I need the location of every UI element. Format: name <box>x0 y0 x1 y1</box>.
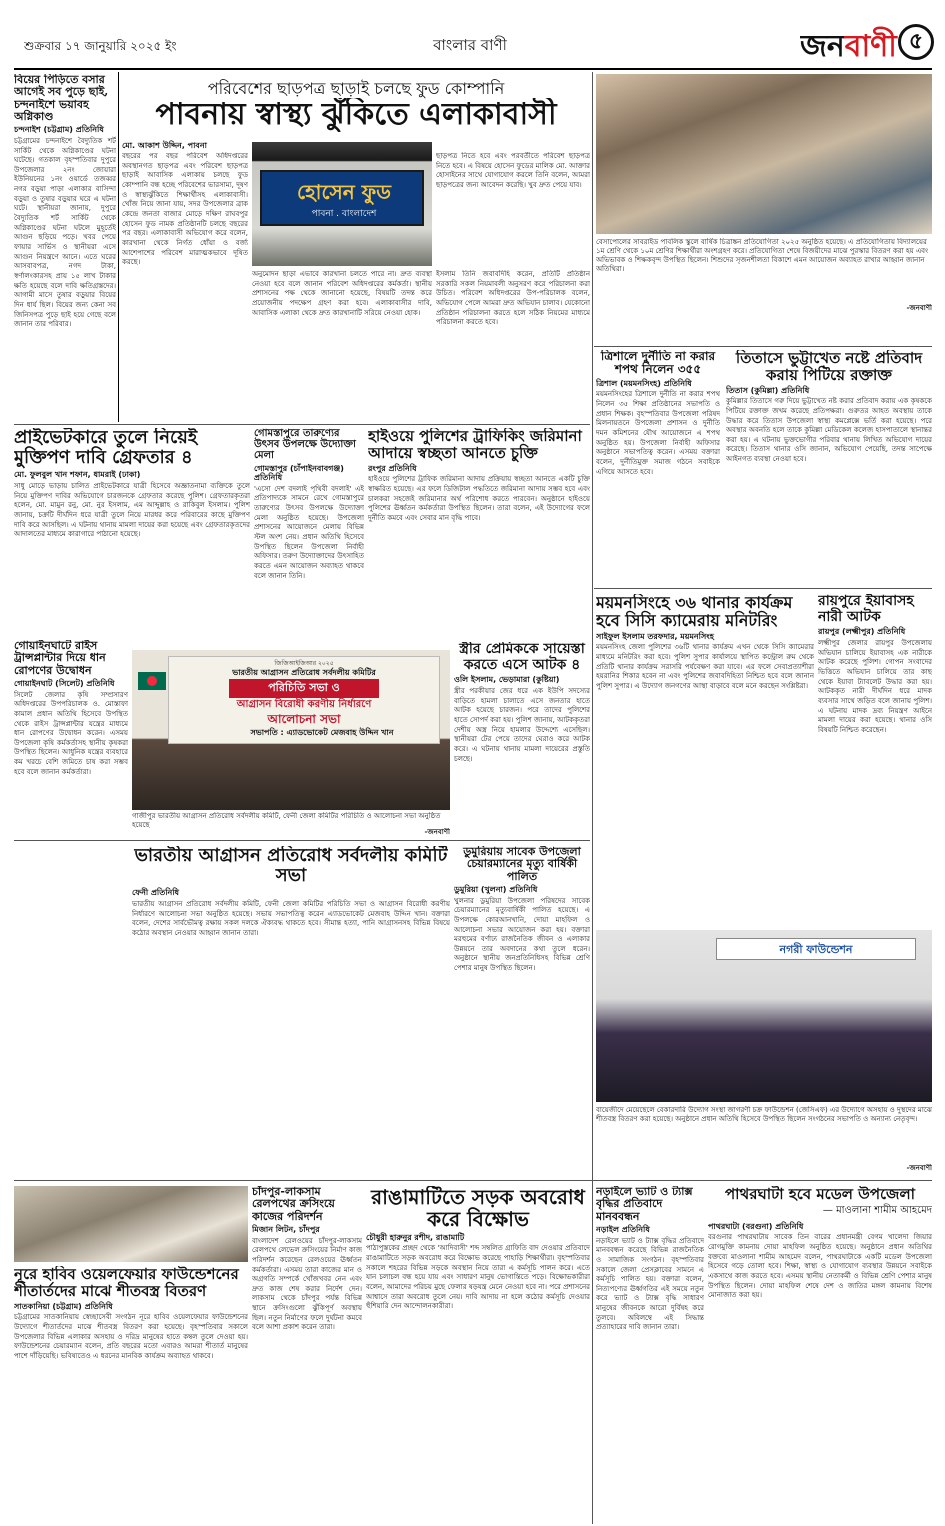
headline-gowainghat: গোয়াইনঘাটে রাইস ট্রান্সপ্লান্টার দিয়ে ধান রোপণের উদ্বোধন <box>14 640 106 677</box>
headline-dumuria: ডুমুরিয়ায় সাবেক উপজেলা চেয়ারম্যানের মৃত্যু বার্ষিকী পালিত <box>463 846 581 883</box>
lead-headline: পাবনায় স্বাস্থ্য ঝুঁকিতে এলাকাবাসী <box>155 98 557 132</box>
caption-meeting: গাজীপুর ভারতীয় আগ্রাসন প্রতিরোধ সর্বদলীয় কমিটি, ফেনী জেলা কমিটির পরিচিতি ও আলোচনা সভা অনুষ্ঠিত হয়েছে <box>132 812 441 830</box>
body-fire: চট্টগ্রামের চন্দনাইশে বৈদ্যুতিক শর্ট সার্কিট থেকে অগ্নিকাণ্ডের ঘটনা ঘটেছে। গতকাল বৃহস্পতিবার দুপুরে উপজেলার ২নং জোয়ারা ইউনিয়নের ১নং ওয়ার্ডে তজব্বর নগর বড়ুয়া পাড়া এলাকার বাসিন্দা বড়ুয়া ও তুষার বড়ুয়ার ঘরে এ ঘটনা ঘটে। স্থানীয়রা জানায়, দুপুরে বৈদ্যুতিক শর্ট সার্কিট থেকে অগ্নিকাণ্ডের ঘটনা ঘটলে মুহূর্তেই আগুন ছড়িয়ে পড়ে। খবর পেয়ে ফায়ার সার্ভিস ও স্থানীয়রা এসে আগুন নিয়ন্ত্রণে আনে। এতে ঘরের আসবাবপত্র, নগদ টাকা, স্বর্ণালংকারসহ প্রায় ১৫ লাখ টাকার ক্ষতি হয়েছে বলে দাবি ক্ষতিগ্রস্তদের। আগামী মাসে তুষার বড়ুয়ার বিয়ের দিন ধার্য ছিল। বিয়ের জন্য কেনা সব জিনিসপত্র পুড়ে ছাই হয়ে গেছে বলে জানান তার পরিবার। <box>14 136 116 329</box>
story-mymensingh <box>596 594 814 926</box>
body-highway: হাইওয়ে পুলিশের ট্রাফিক জরিমানা আদায় প্রক্রিয়ায় স্বচ্ছতা আনতে একটি চুক্তি স্বাক্ষরিত হয়েছে। এর ফলে ডিজিটাল পদ্ধতিতে জরিমানা আদায় সম্ভব হবে এবং চালকরা সহজেই জরিমানার অর্থ পরিশোধ করতে পারবেন। অনুষ্ঠানে হাইওয়ে পুলিশের ঊর্ধ্বতন কর্মকর্তারা উপস্থিত ছিলেন। তারা বলেন, এই উদ্যোগের ফলে দুর্নীতি কমবে এবং সেবার মান বৃদ্ধি পাবে। <box>368 475 590 522</box>
body-arrest-four: স্ত্রীর পরকীয়ার জের ধরে এক ইউপি সদস্যের বাড়িতে হামলা চালাতে এসে জনতার হাতে আটক হয়েছে চারজন। পরে তাদের পুলিশের হাতে সোপর্দ করা হয়। পুলিশ জানায়, আটককৃতরা দেশীয় অস্ত্র নিয়ে হামলার উদ্দেশ্যে এসেছিল। স্থানীয়রা টের পেয়ে তাদের ঘেরাও করে আটক করে। এ ঘটনায় থানায় মামলা দায়েরের প্রস্তুতি চলছে। <box>454 686 590 763</box>
masthead <box>0 0 945 70</box>
byline-raipur: রায়পুর (লক্ষ্মীপুর) প্রতিনিধি <box>818 627 906 637</box>
banner-line1: ভারতীয় আগ্রাসন প্রতিরোধ সর্বদলীয় কমিটির <box>232 668 376 677</box>
meeting-banner <box>168 656 440 744</box>
headline-highway: হাইওয়ে পুলিশের ট্রাফিকিং জরিমানা আদায়ে স্বচ্ছতা আনতে চুক্তি <box>368 428 582 462</box>
body-dumuria: খুলনার ডুমুরিয়া উপজেলা পরিষদের সাবেক চেয়ারম্যানের মৃত্যুবার্ষিকী পালিত হয়েছে। এ উপলক্ষে কোরআনখানি, দোয়া মাহফিল ও আলোচনা সভার আয়োজন করা হয়। বক্তারা মরহুমের বর্ণাঢ্য রাজনৈতিক জীবন ও এলাকার উন্নয়নে তার অবদানের কথা তুলে ধরেন। অনুষ্ঠানে স্থানীয় জনপ্রতিনিধিসহ বিভিন্ন শ্রেণি পেশার মানুষ উপস্থিত ছিলেন। <box>454 896 590 973</box>
story-gomostapur <box>254 428 364 636</box>
headline-ransom: প্রাইভেটকারে তুলে নিয়েই মুক্তিপণ দাবি গ্রেফতার ৪ <box>14 428 198 469</box>
story-blanket <box>14 1266 248 1522</box>
headline-titas: তিতাসে ভুট্টাখেত নষ্টে প্রতিবাদ করায় পিটিয়ে রক্তাক্ত <box>735 350 923 384</box>
byline-narail: নড়াইল প্রতিনিধি <box>596 1224 650 1234</box>
byline-titas: তিতাস (কুমিল্লা) প্রতিনিধি <box>726 385 810 395</box>
banner-line3: আগ্রাসন বিরোধী করণীয় নির্ধারণে <box>236 699 372 710</box>
body-chandpur: বাংলাদেশ রেলওয়ের চাঁদপুর-লাকসাম রেলপথে লেভেল ক্রসিংয়ের নির্মাণ কাজ পরিদর্শন করেছেন রেলওয়ের ঊর্ধ্বতন কর্মকর্তারা। এসময় তারা কাজের মান ও অগ্রগতি সম্পর্কে খোঁজখবর নেন এবং দ্রুত কাজ শেষ করার নির্দেশ দেন। লাকসাম থেকে চাঁদপুর পর্যন্ত বিভিন্ন স্থানে ক্রসিংগুলো ঝুঁকিপূর্ণ অবস্থায় ছিল। নতুন নির্মাণের ফলে দুর্ঘটনা কমবে বলে আশা প্রকাশ করেন তারা। <box>252 1236 362 1332</box>
lead-body-4: ইসলাম তিনি জবাবদিহি করেন, প্রতিটি প্রতিষ্ঠান সরকারি সকল নিয়মাবলী অনুসরণ করে পরিচালনা করা উচিত। পরিবেশ অধিদপ্তরের উপ-পরিচালক বলেন, অভিযোগ পেলে আমরা দ্রুত অভিযান চালাব। যেকোনো প্রতিষ্ঠান পরিচালনা করতে হলে সঠিক নিয়মের মাধ্যমে পরিচালনা করতে হবে। <box>436 270 590 327</box>
banner-flag <box>138 672 166 690</box>
photo-blanket-distribution <box>14 1186 248 1262</box>
sign-subtext: পাবনা . বাংলাদেশ <box>311 209 377 219</box>
foundation-banner: নগরী ফাউন্ডেশন <box>716 938 916 960</box>
logo-part-b: বাণী <box>844 29 897 64</box>
subheadline-patharghata: — মাওলানা শামীম আহমেদ <box>822 1204 932 1216</box>
logo-part-a: জন <box>800 29 845 64</box>
headline-chandpur: চাঁদপুর-লাকসাম রেলপথের ক্রসিংয়ে কাজের পরিদর্শন <box>252 1186 335 1223</box>
byline-highway: রংপুর প্রতিনিধি <box>368 463 417 473</box>
lead-kicker: পরিবেশের ছাড়পত্র ছাড়াই চলছে ফুড কোম্পানি <box>207 79 505 98</box>
section-title: বাংলার বাণী <box>433 36 507 54</box>
byline-fire: চন্দনাইশ (চট্টগ্রাম) প্রতিনিধি <box>14 125 104 135</box>
headline-blanket: নূরে হাবিব ওয়েলফেয়ার ফাউন্ডেশনের শীতার্তদের মাঝে শীতবস্ত্র বিতরণ <box>14 1266 239 1300</box>
byline-mymensingh: সাইফুল ইসলাম তরফদার, ময়মনসিংহ <box>596 631 714 641</box>
body-mymensingh: ময়মনসিংহ জেলা পুলিশের ৩৬টি থানার কার্যক্রম এখন থেকে সিসি ক্যামেরার মাধ্যমে মনিটরিং করা হবে। পুলিশ সুপার কার্যালয়ে স্থাপিত কন্ট্রোল রুম থেকে প্রতিটি থানার কার্যক্রম সরাসরি পর্যবেক্ষণ করা যাবে। এর ফলে সেবাপ্রত্যাশীরা হয়রানির শিকার হবেন না এবং পুলিশের জবাবদিহিতা নিশ্চিত হবে বলে জানান পুলিশ সুপার। এ উদ্যোগ জনগণের আস্থা বাড়াবে বলে মনে করছেন সংশ্লিষ্টরা। <box>596 643 814 691</box>
story-chandpur <box>252 1186 362 1522</box>
byline-trishal: ত্রিশাল (ময়মনসিংহ) প্রতিনিধি <box>596 378 692 388</box>
byline-dumuria: ডুমুরিয়া (খুলনা) প্রতিনিধি <box>454 884 538 894</box>
banner-line5: সভাপতি : এ্যাডভোকেট মেজবাহ উদ্দিন খান <box>250 728 394 737</box>
lead-body-1: বছরের পর বছর পরিবেশ অধিদপ্তরের অবস্থানগত ছাড়পত্র এবং পরিবেশ ছাড়পত্র ছাড়াই আবাসিক এলাকায় চলছে ফুড কোম্পানি বন্ধ হচ্ছে পরিবেশের ভারসাম্য, দূষণ ও স্বাস্থ্যঝুঁকিতে শিক্ষার্থীসহ এলাকাবাসী। খোঁজ নিয়ে জানা যায়, সদর উপজেলার ব্রাক কেন্দ্রে জনতা বাজার মোড়ে দক্ষিণ রাঘবপুর হোসেন ফুড নামক প্রতিষ্ঠানটি চলছে বছরের পর বছর। এলাকাবাসী অভিযোগ করে বলেন, কারখানা থেকে নির্গত ধোঁয়া ও বর্জ্য আশেপাশের পরিবেশ মারাত্মকভাবে দূষিত করছে। <box>122 152 248 267</box>
story-highway <box>368 428 590 636</box>
byline-patharghata: পাথরঘাটা (বরগুনা) প্রতিনিধি <box>708 1221 804 1231</box>
caption-art-competition: বেসাপোলের সাবরাইড পাবলিক স্কুলে বার্ষিক চিত্রাঙ্কন প্রতিযোগিতা ২০২৫ অনুষ্ঠিত হয়েছে। এ প্রতিযোগিতায় বিদ্যালয়ের ১ম শ্রেণি থেকে ১০ম শ্রেণির শিক্ষার্থীরা অংশগ্রহণ করে। প্রতিযোগিতা শেষে বিজয়ীদের মাঝে পুরস্কার বিতরণ করা হয় এবং অভিভাবক ও শিক্ষকবৃন্দ উপস্থিত ছিলেন। শিশুদের সৃজনশীলতা বিকাশে এমন আয়োজন অব্যাহত রাখার আহ্বান জানান অতিথিরা। <box>596 238 929 274</box>
byline-arrest-four: ওলি ইসলাম, ভেড়ামারা (কুষ্টিয়া) <box>454 675 560 685</box>
photo-meeting-banner <box>132 650 450 810</box>
issue-date: শুক্রবার ১৭ জানুয়ারি ২০২৫ ইং <box>24 39 177 53</box>
byline-blanket: সাতকানিয়া (চট্টগ্রাম) প্রতিনিধি <box>14 1301 113 1311</box>
byline-rangamati: চৌধুরী হারুনুর রশীদ, রাঙামাটি <box>366 1232 465 1242</box>
headline-trishal: ত্রিশালে দুর্নীতি না করার শপথ নিলেন ৩৫৫ <box>600 350 716 377</box>
credit-art: -জনবাণী <box>906 304 932 312</box>
story-dumuria <box>454 846 590 1176</box>
story-raipur <box>818 594 932 926</box>
lead-byline: মো. আকাশ উদ্দিন, পাবনা <box>122 141 207 150</box>
body-ransom: সাধু মোড়ে ভাড়ায় চালিত প্রাইভেটকারে যাত্রী হিসেবে অজ্ঞাতনামা ব্যক্তিকে তুলে নিয়ে মুক্তিপণ দাবির অভিযোগে চারজনকে গ্রেফতার করেছে পুলিশ। গ্রেফতারকৃতরা হলেন, মো. মামুন রনু, মো. নুর ইসলাম, এম আব্দুল্লাহ ও রাকিবুল ইসলাম। পুলিশ জানায়, চক্রটি দীর্ঘদিন ধরে যাত্রী তুলে নিয়ে মারধর করে পরিবারের কাছে মুক্তিপণ দাবি করে আসছিল। এ ঘটনায় থানায় মামলা দায়ের করা হয়েছে এবং গ্রেফতারকৃতদের আদালতের মাধ্যমে কারাগারে পাঠানো হয়েছে। <box>14 481 250 539</box>
sign-text: হোসেন ফুড <box>297 180 391 204</box>
body-raipur: লক্ষ্মীপুর জেলার রায়পুর উপজেলায় অভিযান চালিয়ে ইয়াবাসহ এক নারীকে আটক করেছে পুলিশ। গোপন সংবাদের ভিত্তিতে অভিযান চালিয়ে তার কাছ থেকে ইয়াবা ট্যাবলেট উদ্ধার করা হয়। আটককৃত নারী দীর্ঘদিন ধরে মাদক ব্যবসার সাথে জড়িত বলে জানায় পুলিশ। এ ঘটনায় মাদক দ্রব্য নিয়ন্ত্রণ আইনে মামলা দায়ের করা হয়েছে। থানার ওসি বিষয়টি নিশ্চিত করেছেন। <box>818 638 932 734</box>
credit-foundation: -জনবাণী <box>906 1164 932 1172</box>
headline-arrest-four: স্ত্রীর প্রেমিককে সায়েস্তা করতে এসে আটক ৪ <box>459 642 585 673</box>
body-trishal: ময়মনসিংহের ত্রিশালে দুর্নীতি না করার শপথ নিলেন ৩৫ শিক্ষা প্রতিষ্ঠানের সভাপতি ও প্রধান শিক্ষক। বৃহস্পতিবার উপজেলা পরিষদ মিলনায়তনে উপজেলা প্রশাসন ও দুর্নীতি দমন কমিশনের যৌথ আয়োজনে এ শপথ অনুষ্ঠিত হয়। উপজেলা নির্বাহী অফিসার অনুষ্ঠানে সভাপতিত্ব করেন। এসময় বক্তারা বলেন, দুর্নীতিমুক্ত সমাজ গঠনে সবাইকে এগিয়ে আসতে হবে। <box>596 390 720 476</box>
lead-body-3: অনুমোদন ছাড়া এভাবে কারখানা চলতে পারে না। দ্রুত ব্যবস্থা নেওয়া হবে বলে জানান পরিবেশ অধিদপ্তরের কর্মকর্তা। স্থানীয় প্রশাসনের পক্ষ থেকে জানানো হয়েছে, বিষয়টি তদন্ত করে প্রয়োজনীয় পদক্ষেপ গ্রহণ করা হবে। এলাকাবাসীর দাবি, আবাসিক এলাকা থেকে দ্রুত কারখানাটি সরিয়ে নেওয়া হোক। <box>252 270 432 317</box>
masthead-rule <box>14 68 932 70</box>
banner-top: জিজিআইজিআর ২০২৫ <box>274 660 334 667</box>
byline-gowainghat: গোয়াইনঘাট (সিলেট) প্রতিনিধি <box>14 678 115 688</box>
headline-committee: ভারতীয় আগ্রাসন প্রতিরোধ সর্বদলীয় কমিটি সভা <box>134 846 448 887</box>
story-narail <box>596 1186 704 1522</box>
story-gowainghat <box>14 640 128 838</box>
body-blanket: চট্টগ্রামের সাতকানিয়ায় স্বেচ্ছাসেবী সংগঠন নূরে হাবিব ওয়েলফেয়ার ফাউন্ডেশনের উদ্যোগে শীতার্তদের মাঝে শীতবস্ত্র বিতরণ করা হয়েছে। বৃহস্পতিবার সকালে উপজেলার বিভিন্ন এলাকার অসহায় ও দরিদ্র মানুষের হাতে কম্বল তুলে দেওয়া হয়। ফাউন্ডেশনের চেয়ারম্যান বলেন, প্রতি বছরের মতো এবারও আমরা শীতার্ত মানুষের পাশে দাঁড়িয়েছি। ভবিষ্যতেও এ ধরনের মানবিক কার্যক্রম অব্যাহত থাকবে। <box>14 1313 248 1360</box>
headline-rangamati: রাঙামাটিতে সড়ক অবরোধ করে বিক্ষোভ <box>371 1186 585 1232</box>
story-titas <box>726 350 932 586</box>
headline-gomostapur: গোমস্তাপুরে তারুণ্যের উৎসব উপলক্ষে উদ্যোক্তা মেলা <box>254 428 356 462</box>
body-gowainghat: সিলেট জেলার কৃষি সম্প্রসারণ অধিদপ্তরের উপপরিচালক ও. মোস্তাফা কামাল প্রধান অতিথি হিসেবে উপস্থিত থেকে রাইস ট্রান্সপ্লান্টার যন্ত্রের মাধ্যমে ধান রোপণের উদ্বোধন করেন। এসময় উপজেলা কৃষি কর্মকর্তাসহ স্থানীয় কৃষকরা উপস্থিত ছিলেন। আধুনিক যন্ত্রের ব্যবহারে কম খরচে বেশি জমিতে চাষ করা সম্ভব হবে বলে জানান কর্মকর্তারা। <box>14 690 128 776</box>
banner-line2: পরিচিতি সভা ও <box>229 679 379 698</box>
headline-mymensingh: ময়মনসিংহে ৩৬ থানার কার্যক্রম হবে সিসি ক্যামেরায় মনিটরিং <box>596 594 793 630</box>
body-committee: ভারতীয় আগ্রাসন প্রতিরোধ সর্বদলীয় কমিটি, ফেনী জেলা কমিটির পরিচিতি সভা ও আগ্রাসন বিরোধী করণীয় নির্ধারণে আলোচনা সভা অনুষ্ঠিত হয়েছে। সভায় সভাপতিত্ব করেন এ্যাডভোকেট মেজবাহ উদ্দিন খান। বক্তারা বলেন, দেশের সার্বভৌমত্ব রক্ষায় সকল দলকে ঐক্যবদ্ধ থাকতে হবে। সীমান্ত হত্যা, পানি আগ্রাসনসহ বিভিন্ন বিষয়ে কঠোর অবস্থান নেওয়ার আহ্বান জানান তারা। <box>132 899 450 937</box>
shop-sign <box>260 170 424 226</box>
banner-line4: আলোচনা সভা <box>267 712 341 726</box>
body-gomostapur: 'এসো দেশ বদলাই পৃথিবী বদলাই' এই প্রতিপাদ্যকে সামনে রেখে গোমস্তাপুরে তারুণ্যের উৎসব উপলক্ষে উদ্যোক্তা মেলা অনুষ্ঠিত হয়েছে। উপজেলা প্রশাসনের আয়োজনে মেলায় বিভিন্ন স্টল অংশ নেয়। প্রধান অতিথি হিসেবে উপস্থিত ছিলেন উপজেলা নির্বাহী অফিসার। তরুণ উদ্যোক্তাদের উৎসাহিত করতে এমন আয়োজন অব্যাহত থাকবে বলে জানান তিনি। <box>254 484 364 580</box>
page-number <box>898 24 934 60</box>
caption-foundation: বায়েজীদে মেয়েছেলে বেকারদারি উদ্যোগ সংস্থা জাগরণী চক্র ফাউন্ডেশন (জেসিএফ) এর উদ্যোগে অসহায় ও দুস্থদের মাঝে শীতবস্ত্র বিতরণ করা হয়েছে। অনুষ্ঠানে প্রধান অতিথি হিসেবে উপস্থিত ছিলেন সংগঠনের সভাপতি ও অন্যান্য নেতৃবৃন্দ। <box>596 1106 932 1124</box>
byline-ransom: মো. ফুলবুল খান শফান, ধামরাই (ঢাকা) <box>14 470 141 480</box>
story-fire <box>14 74 116 422</box>
body-narail: নড়াইলে ভ্যাট ও ট্যাক্স বৃদ্ধির প্রতিবাদে মানববন্ধন করেছে বিভিন্ন রাজনৈতিক ও সামাজিক সংগঠন। বৃহস্পতিবার সকালে জেলা প্রেসক্লাবের সামনে এ কর্মসূচি পালিত হয়। বক্তারা বলেন, নিত্যপণ্যের ঊর্ধ্বগতির এই সময়ে নতুন করে ভ্যাট ও ট্যাক্স বৃদ্ধি সাধারণ মানুষের জীবনকে আরো দুর্বিষহ করে তুলবে। অবিলম্বে এই সিদ্ধান্ত প্রত্যাহারের দাবি জানান তারা। <box>596 1236 704 1332</box>
body-titas: কুমিল্লার তিতাসে গরু দিয়ে ভুট্টাখেত নষ্ট করার প্রতিবাদ করায় এক কৃষককে পিটিয়ে রক্তাক্ত জখম করেছে প্রতিপক্ষরা। গুরুতর আহত অবস্থায় তাকে উদ্ধার করে তিতাস উপজেলা স্বাস্থ্য কমপ্লেক্সে ভর্তি করা হয়েছে। পরে অবস্থার অবনতি হলে তাকে কুমিল্লা মেডিকেল কলেজ হাসপাতালে স্থানান্তর করা হয়। এ ঘটনায় ভুক্তভোগীর পরিবার থানায় লিখিত অভিযোগ দায়ের করেছে। তিতাস থানার ওসি জানান, অভিযোগ পেয়েছি, তদন্ত সাপেক্ষে আইনগত ব্যবস্থা নেওয়া হবে। <box>726 397 932 464</box>
headline-narail: নড়াইলে ভ্যাট ও ট্যাক্স বৃদ্ধির প্রতিবাদে মানববন্ধন <box>596 1186 693 1223</box>
headline-fire: বিয়ের পিঁড়িতে বসার আগেই সব পুড়ে ছাই, চন্দনাইশে ভয়াবহ অগ্নিকাণ্ড <box>14 74 109 123</box>
body-patharghata: বরগুনার পাথরঘাটায় সাবেক তিন বারের প্রধানমন্ত্রী বেগম খালেদা জিয়ার রোগমুক্তি কামনায় দোয়া মাহফিল অনুষ্ঠিত হয়েছে। অনুষ্ঠানে প্রধান অতিথির বক্তব্যে মাওলানা শামীম আহমেদ বলেন, পাথরঘাটাকে একটি মডেল উপজেলা হিসেবে গড়ে তোলা হবে। শিক্ষা, স্বাস্থ্য ও যোগাযোগ ব্যবস্থার উন্নয়নে সবাইকে একসাথে কাজ করতে হবে। এসময় স্থানীয় নেতাকর্মী ও বিভিন্ন শ্রেণি পেশার মানুষ উপস্থিত ছিলেন। দোয়া মাহফিল শেষে দেশ ও জাতির মঙ্গল কামনায় বিশেষ মোনাজাত করা হয়। <box>708 1233 932 1300</box>
story-patharghata <box>708 1186 932 1522</box>
page-number-text: ৫ <box>908 29 924 54</box>
body-rangamati: পাঠ্যপুস্তকের প্রচ্ছদ থেকে 'আদিবাসী' শব্দ সম্বলিত গ্রাফিতি বাদ দেওয়ার প্রতিবাদে রাঙামাটিতে সড়ক অবরোধ করে বিক্ষোভ করেছে পাহাড়ি শিক্ষার্থীরা। বৃহস্পতিবার সকালে শহরের বিভিন্ন সড়কে অবস্থান নিয়ে তারা এ কর্মসূচি পালন করে। এতে যান চলাচল বন্ধ হয়ে যায় এবং সাধারণ মানুষ ভোগান্তিতে পড়ে। বিক্ষোভকারীরা বলেন, আমাদের পরিচয় মুছে ফেলার ষড়যন্ত্র মেনে নেওয়া হবে না। পরে প্রশাসনের আশ্বাসে তারা অবরোধ তুলে নেয়। দাবি আদায় না হলে কঠোর কর্মসূচি দেওয়ার হুঁশিয়ারি দেন আন্দোলনকারীরা। <box>366 1244 590 1311</box>
headline-raipur: রায়পুরে ইয়াবাসহ নারী আটক <box>818 594 914 625</box>
photo-foundation <box>596 930 932 1102</box>
byline-gomostapur: গোমস্তাপুর (চাঁপাইনবাবগঞ্জ) প্রতিনিধি <box>254 463 344 483</box>
headline-patharghata: পাথরঘাটা হবে মডেল উপজেলা <box>725 1186 915 1203</box>
story-trishal <box>596 350 720 586</box>
byline-chandpur: মিজান লিটন, চাঁদপুর <box>252 1224 320 1234</box>
story-ransom <box>14 428 250 636</box>
story-rangamati <box>366 1186 590 1522</box>
photo-art-competition <box>596 74 932 234</box>
story-arrest-four <box>454 642 590 838</box>
lead-photo-shop-sign <box>252 142 432 266</box>
story-committee <box>132 846 450 1176</box>
byline-committee: ফেনী প্রতিনিধি <box>132 888 180 898</box>
lead-body-2: ছাড়পত্র নিতে হবে এবং পরবর্তীতে পরিবেশ ছাড়পত্র নিতে হবে। এ বিষয়ে হোসেন ফুডের মালিক মো. আক্তার হোসাইনের সাথে যোগাযোগ করলে তিনি বলেন, আমরা ছাড়পত্রের জন্য আবেদন করেছি। খুব দ্রুত পেয়ে যাব। <box>436 152 590 189</box>
credit-meeting: -জনবাণী <box>424 828 450 836</box>
